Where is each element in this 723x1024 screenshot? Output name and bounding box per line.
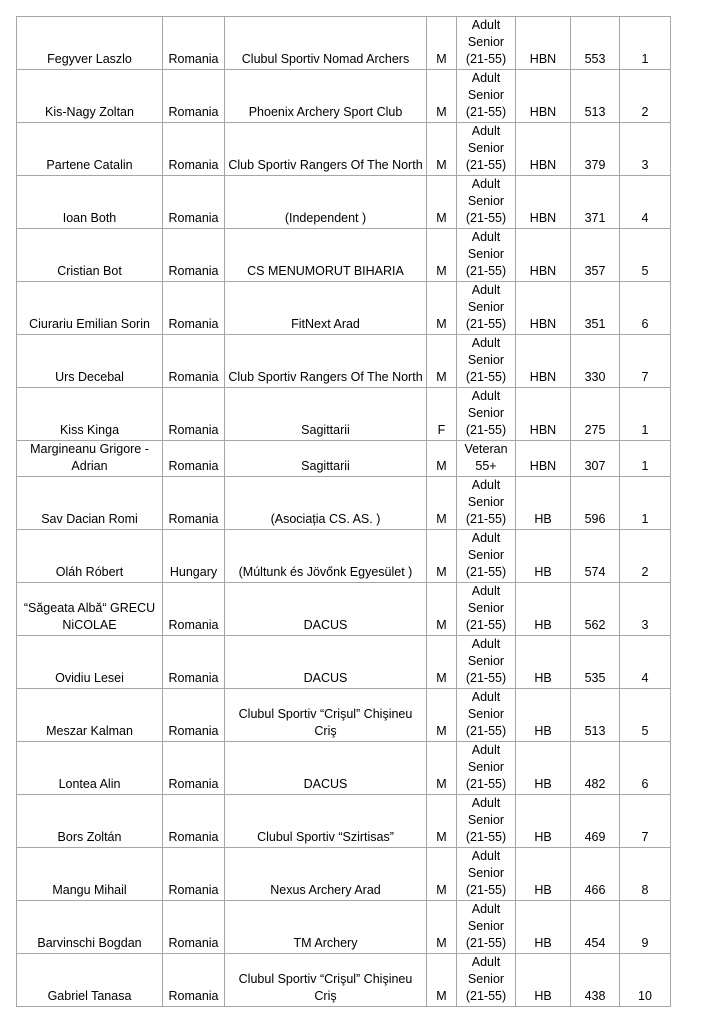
club-cell: Club Sportiv Rangers Of The North (225, 335, 427, 388)
age-category-line: Senior (467, 35, 505, 49)
age-category-line: (21-55) (465, 317, 507, 331)
archer-name-cell: Oláh Róbert (17, 530, 163, 583)
bow-class-cell: HBN (516, 123, 571, 176)
age-category-line: (21-55) (465, 370, 507, 384)
club-cell: Club Sportiv Rangers Of The North (225, 123, 427, 176)
score-cell: 438 (571, 954, 620, 1007)
archer-name-cell: Mangu Mihail (17, 848, 163, 901)
table-row (17, 583, 671, 636)
age-category-line: Senior (467, 548, 505, 562)
age-category-cell (457, 795, 516, 848)
gender-cell: M (427, 954, 457, 1007)
bow-class-cell: HB (516, 477, 571, 530)
score-cell: 513 (571, 689, 620, 742)
country-cell: Romania (163, 388, 225, 441)
country-cell: Romania (163, 954, 225, 1007)
score-cell: 351 (571, 282, 620, 335)
bow-class-cell: HB (516, 742, 571, 795)
age-category-line: Adult (471, 955, 501, 969)
age-category-line: (21-55) (465, 565, 507, 579)
club-cell: Sagittarii (225, 388, 427, 441)
score-cell: 553 (571, 17, 620, 70)
bow-class-cell: HB (516, 530, 571, 583)
table-row (17, 477, 671, 530)
table-row (17, 388, 671, 441)
archer-name-cell: Bors Zoltán (17, 795, 163, 848)
table-row (17, 123, 671, 176)
age-category-line: (21-55) (465, 989, 507, 1003)
score-cell: 513 (571, 70, 620, 123)
age-category-line: (21-55) (465, 618, 507, 632)
gender-cell: M (427, 123, 457, 176)
club-cell: CS MENUMORUT BIHARIA (225, 229, 427, 282)
country-cell: Romania (163, 176, 225, 229)
bow-class-cell: HB (516, 689, 571, 742)
bow-class-cell: HBN (516, 441, 571, 477)
country-cell: Romania (163, 477, 225, 530)
bow-class-cell: HBN (516, 229, 571, 282)
age-category-line: (21-55) (465, 724, 507, 738)
age-category-cell (457, 530, 516, 583)
age-category-cell (457, 441, 516, 477)
archer-name-cell: Ovidiu Lesei (17, 636, 163, 689)
rank-cell: 1 (620, 17, 671, 70)
gender-cell: M (427, 282, 457, 335)
club-cell: DACUS (225, 583, 427, 636)
age-category-line: Senior (467, 300, 505, 314)
bow-class-cell: HB (516, 901, 571, 954)
gender-cell: M (427, 848, 457, 901)
bow-class-cell: HB (516, 636, 571, 689)
age-category-cell (457, 229, 516, 282)
country-cell: Romania (163, 901, 225, 954)
gender-cell: M (427, 176, 457, 229)
country-cell: Romania (163, 123, 225, 176)
age-category-line: Adult (471, 743, 501, 757)
table-row (17, 636, 671, 689)
rank-cell: 8 (620, 848, 671, 901)
age-category-line: Senior (467, 141, 505, 155)
archer-name-cell: Ioan Both (17, 176, 163, 229)
gender-cell: M (427, 636, 457, 689)
archer-name-cell: Kiss Kinga (17, 388, 163, 441)
table-row (17, 335, 671, 388)
age-category-line: Senior (467, 919, 505, 933)
age-category-line: Adult (471, 336, 501, 350)
age-category-cell (457, 70, 516, 123)
club-cell: Sagittarii (225, 441, 427, 477)
archer-name-cell: Meszar Kalman (17, 689, 163, 742)
age-category-line: Senior (467, 247, 505, 261)
rank-cell: 6 (620, 742, 671, 795)
archer-name-cell: Sav Dacian Romi (17, 477, 163, 530)
age-category-line: Senior (467, 813, 505, 827)
archer-name-cell: Lontea Alin (17, 742, 163, 795)
archer-name-cell: Margineanu Grigore - Adrian (17, 441, 163, 477)
country-cell: Romania (163, 335, 225, 388)
age-category-line: Senior (467, 88, 505, 102)
age-category-cell (457, 636, 516, 689)
club-cell: Clubul Sportiv “Szirtisas” (225, 795, 427, 848)
archer-name-cell: Barvinschi Bogdan (17, 901, 163, 954)
score-cell: 357 (571, 229, 620, 282)
gender-cell: M (427, 689, 457, 742)
gender-cell: M (427, 335, 457, 388)
age-category-line: Senior (467, 353, 505, 367)
club-cell: Clubul Sportiv Nomad Archers (225, 17, 427, 70)
club-cell: Clubul Sportiv “Crişul” Chişineu Criş (225, 954, 427, 1007)
age-category-cell (457, 335, 516, 388)
age-category-line: Senior (467, 495, 505, 509)
score-cell: 330 (571, 335, 620, 388)
age-category-line: Senior (467, 760, 505, 774)
club-cell: TM Archery (225, 901, 427, 954)
score-cell: 574 (571, 530, 620, 583)
results-table (16, 16, 671, 1007)
rank-cell: 4 (620, 176, 671, 229)
age-category-line: (21-55) (465, 512, 507, 526)
table-row (17, 441, 671, 477)
gender-cell: M (427, 17, 457, 70)
gender-cell: M (427, 441, 457, 477)
club-cell: (Asociația CS. AS. ) (225, 477, 427, 530)
age-category-cell (457, 477, 516, 530)
club-cell: DACUS (225, 742, 427, 795)
rank-cell: 2 (620, 70, 671, 123)
table-row (17, 795, 671, 848)
age-category-line: Adult (471, 71, 501, 85)
age-category-line: Adult (471, 283, 501, 297)
age-category-line: (21-55) (465, 936, 507, 950)
bow-class-cell: HBN (516, 70, 571, 123)
bow-class-cell: HB (516, 583, 571, 636)
age-category-line: Adult (471, 531, 501, 545)
club-cell: Nexus Archery Arad (225, 848, 427, 901)
country-cell: Romania (163, 742, 225, 795)
age-category-line: Senior (467, 866, 505, 880)
gender-cell: M (427, 477, 457, 530)
score-cell: 307 (571, 441, 620, 477)
country-cell: Romania (163, 583, 225, 636)
rank-cell: 3 (620, 123, 671, 176)
age-category-line: (21-55) (465, 777, 507, 791)
age-category-line: Adult (471, 584, 501, 598)
score-cell: 454 (571, 901, 620, 954)
age-category-line: Adult (471, 849, 501, 863)
rank-cell: 5 (620, 229, 671, 282)
score-cell: 275 (571, 388, 620, 441)
table-row (17, 229, 671, 282)
rank-cell: 1 (620, 388, 671, 441)
age-category-line: Adult (471, 389, 501, 403)
age-category-cell (457, 282, 516, 335)
score-cell: 562 (571, 583, 620, 636)
rank-cell: 2 (620, 530, 671, 583)
age-category-cell (457, 123, 516, 176)
bow-class-cell: HBN (516, 388, 571, 441)
bow-class-cell: HBN (516, 17, 571, 70)
age-category-cell (457, 176, 516, 229)
table-row (17, 176, 671, 229)
gender-cell: M (427, 742, 457, 795)
age-category-line: (21-55) (465, 883, 507, 897)
rank-cell: 6 (620, 282, 671, 335)
country-cell: Romania (163, 636, 225, 689)
age-category-line: Adult (471, 230, 501, 244)
bow-class-cell: HBN (516, 176, 571, 229)
gender-cell: M (427, 530, 457, 583)
score-cell: 379 (571, 123, 620, 176)
country-cell: Romania (163, 229, 225, 282)
age-category-line: (21-55) (465, 52, 507, 66)
table-row (17, 901, 671, 954)
age-category-line: Adult (471, 18, 501, 32)
bow-class-cell: HB (516, 954, 571, 1007)
table-row (17, 689, 671, 742)
bow-class-cell: HBN (516, 282, 571, 335)
age-category-line: Adult (471, 796, 501, 810)
age-category-line: (21-55) (465, 264, 507, 278)
age-category-line: Adult (471, 177, 501, 191)
age-category-line: Senior (467, 194, 505, 208)
age-category-cell (457, 848, 516, 901)
table-row (17, 742, 671, 795)
age-category-cell (457, 901, 516, 954)
age-category-line: (21-55) (465, 105, 507, 119)
age-category-cell (457, 954, 516, 1007)
club-cell: FitNext Arad (225, 282, 427, 335)
age-category-line: Adult (471, 690, 501, 704)
age-category-line: Veteran (464, 442, 508, 456)
bow-class-cell: HB (516, 848, 571, 901)
score-cell: 535 (571, 636, 620, 689)
age-category-line: Adult (471, 124, 501, 138)
score-cell: 596 (571, 477, 620, 530)
rank-cell: 9 (620, 901, 671, 954)
rank-cell: 7 (620, 795, 671, 848)
rank-cell: 5 (620, 689, 671, 742)
table-row (17, 954, 671, 1007)
age-category-line: (21-55) (465, 671, 507, 685)
age-category-line: Senior (467, 601, 505, 615)
rank-cell: 7 (620, 335, 671, 388)
gender-cell: M (427, 583, 457, 636)
archer-name-cell: Gabriel Tanasa (17, 954, 163, 1007)
age-category-line: Senior (467, 707, 505, 721)
country-cell: Romania (163, 795, 225, 848)
age-category-cell (457, 742, 516, 795)
table-row (17, 17, 671, 70)
score-cell: 466 (571, 848, 620, 901)
age-category-line: (21-55) (465, 158, 507, 172)
age-category-cell (457, 583, 516, 636)
club-cell: Clubul Sportiv “Crişul” Chişineu Criş (225, 689, 427, 742)
country-cell: Romania (163, 848, 225, 901)
archer-name-cell: Kis-Nagy Zoltan (17, 70, 163, 123)
age-category-cell (457, 17, 516, 70)
age-category-line: Senior (467, 972, 505, 986)
table-row (17, 530, 671, 583)
club-cell: Phoenix Archery Sport Club (225, 70, 427, 123)
score-cell: 371 (571, 176, 620, 229)
club-cell: (Múltunk és Jövőnk Egyesület ) (225, 530, 427, 583)
age-category-cell (457, 689, 516, 742)
gender-cell: M (427, 795, 457, 848)
age-category-line: Adult (471, 902, 501, 916)
archer-name-cell: Cristian Bot (17, 229, 163, 282)
archer-name-cell: Fegyver Laszlo (17, 17, 163, 70)
bow-class-cell: HB (516, 795, 571, 848)
archer-name-cell: Ciurariu Emilian Sorin (17, 282, 163, 335)
country-cell: Romania (163, 441, 225, 477)
country-cell: Romania (163, 282, 225, 335)
age-category-line: 55+ (475, 459, 497, 473)
age-category-line: Senior (467, 406, 505, 420)
club-cell: DACUS (225, 636, 427, 689)
rank-cell: 1 (620, 477, 671, 530)
country-cell: Hungary (163, 530, 225, 583)
gender-cell: F (427, 388, 457, 441)
score-cell: 469 (571, 795, 620, 848)
archer-name-cell: Urs Decebal (17, 335, 163, 388)
rank-cell: 10 (620, 954, 671, 1007)
gender-cell: M (427, 229, 457, 282)
table-row (17, 282, 671, 335)
score-cell: 482 (571, 742, 620, 795)
gender-cell: M (427, 901, 457, 954)
age-category-cell (457, 388, 516, 441)
country-cell: Romania (163, 70, 225, 123)
table-row (17, 70, 671, 123)
age-category-line: Adult (471, 637, 501, 651)
age-category-line: (21-55) (465, 423, 507, 437)
country-cell: Romania (163, 17, 225, 70)
table-row (17, 848, 671, 901)
age-category-line: (21-55) (465, 830, 507, 844)
gender-cell: M (427, 70, 457, 123)
archer-name-cell: Partene Catalin (17, 123, 163, 176)
rank-cell: 3 (620, 583, 671, 636)
club-cell: (Independent ) (225, 176, 427, 229)
results-table-body (17, 17, 671, 1007)
rank-cell: 4 (620, 636, 671, 689)
age-category-line: (21-55) (465, 211, 507, 225)
bow-class-cell: HBN (516, 335, 571, 388)
age-category-line: Senior (467, 654, 505, 668)
archer-name-cell: “Săgeata Albă“ GRECU NiCOLAE (17, 583, 163, 636)
age-category-line: Adult (471, 478, 501, 492)
rank-cell: 1 (620, 441, 671, 477)
country-cell: Romania (163, 689, 225, 742)
